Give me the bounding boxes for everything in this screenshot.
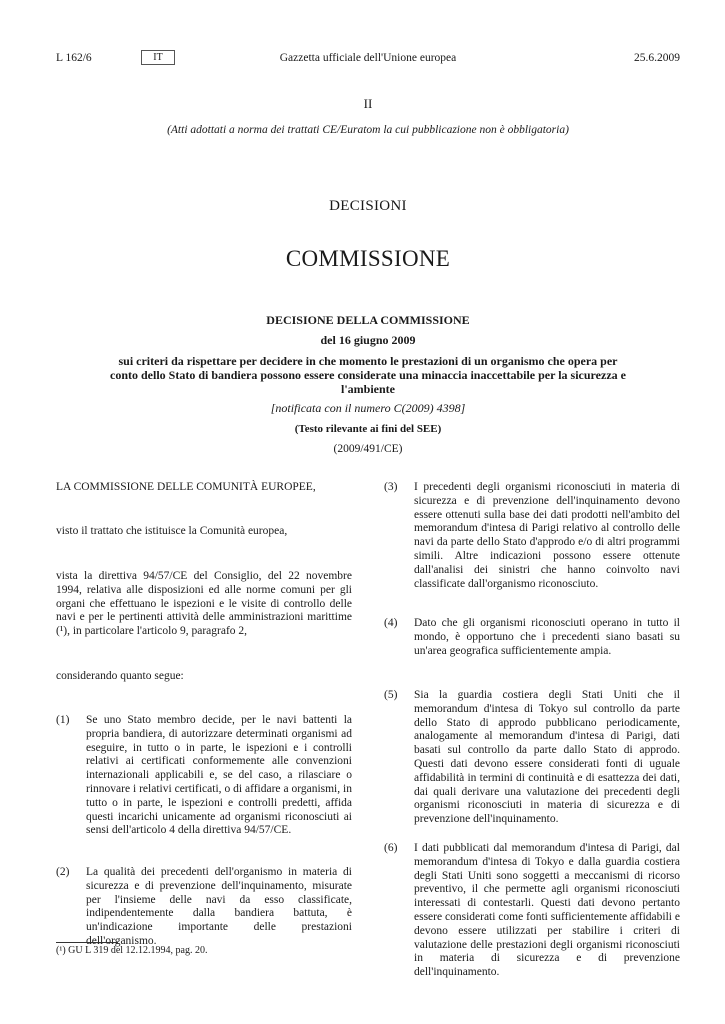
recital-text: Se uno Stato membro decide, per le navi battenti la propria bandiera, di autorizzare determinati organismi ad eseguire, in tutto o in parte, le ispezioni e i controlli relativi ai certificati conformemente alle convenzioni internazionali applicabili e, se del caso, a rilasciare o rinnovare i relativi certificati, o di affidare a organismi, in tutto o in parte, le ispezioni e controlli predetti, affida questi incarichi unicamente ad organismi riconosciuti ai sensi dell'articolo 4 della direttiva 94/57/CE. [86, 714, 352, 837]
recital-text: Dato che gli organismi riconosciuti operano in tutto il mondo, è opportuno che i precedenti siano basati su un'area geografica sufficientemente ampia. [414, 617, 680, 657]
recital-number: (4) [384, 617, 398, 629]
footnote: (¹) GU L 319 del 12.12.1994, pag. 20. [56, 945, 208, 956]
publication-date: 25.6.2009 [634, 52, 680, 64]
page-header [56, 52, 680, 68]
notification-number: [notificata con il numero C(2009) 4398] [270, 401, 466, 415]
intro-paragraph: LA COMMISSIONE DELLE COMUNITÀ EUROPEE, [56, 481, 316, 493]
footnote-separator [56, 942, 118, 943]
recital-text: La qualità dei precedenti dell'organismo in materia di sicurezza e di prevenzione dell'inquinamento, misurate per l'insieme delle navi da esso classificate, indipendentemente dalla bandiera battuta, è un'indicazione importante delle prestazioni dell'organismo. [86, 866, 352, 947]
recital-number: (2) [56, 866, 70, 878]
page-reference: L 162/6 [56, 52, 92, 64]
part-note: (Atti adottati a norma dei trattati CE/Euratom la cui pubblicazione non è obbligatoria) [167, 124, 569, 136]
recital-number: (5) [384, 689, 398, 701]
decision-subject: sui criteri da rispettare per decidere in che momento le prestazioni di un organismo che opera per conto dello Stato di bandiera possono essere considerate una minaccia inaccettabile per la sicurezza e l'ambiente [110, 354, 626, 396]
decision-date: del 16 giugno 2009 [320, 333, 416, 347]
recital-text: I dati pubblicati dal memorandum d'intesa di Parigi, dal memorandum d'intesa di Tokyo e dalla guardia costiera degli Stati Uniti sono soggetti a meccanismi di ricorso preventivo, il che permette agli organismi riconosciuti interessati di contestarli. Questi dati devono pertanto essere considerati come fonti sufficientemente affidabili e devono essere utilizzati per stabilire i criteri di valutazione delle prestazioni degli organismi riconosciuti in materia di sicurezza e di prevenzione dell'inquinamento. [414, 842, 680, 979]
language-badge: IT [141, 50, 175, 65]
eea-relevance: (Testo rilevante ai fini del SEE) [294, 423, 442, 435]
recital-number: (3) [384, 481, 398, 493]
part-number: II [363, 96, 373, 111]
recital-text: Sia la guardia costiera degli Stati Uniti che il memorandum d'intesa di Tokyo sul controllo da parte dello Stato di approdo pubblicano periodicamente, analogamente al memorandum d'intesa di Parigi, dati basati sul controllo da parte dallo Stato di approdo. Questi dati devono essere considerati fonti di uguale affidabilità in termini di continuità e di esattezza dei dati, dai quali derivare una valutazione dei precedenti degli organismi riconosciuti in materia di sicurezza e di prevenzione dell'inquinamento. [414, 689, 680, 826]
recital-text: I precedenti degli organismi riconosciuti in materia di sicurezza e di prevenzione dell'inquinamento devono essere ottenuti sulla base dei dati prodotti nell'ambito del memorandum d'intesa di Parigi relativo al controllo delle navi da parte dello Stato d'approdo e/o di altri programmi simili. Altre indicazioni possono essere ottenute dall'analisi dei sinistri che hanno coinvolto navi classificate dall'organismo riconosciuto. [414, 481, 680, 590]
decision-title: DECISIONE DELLA COMMISSIONE [266, 313, 470, 327]
recital-number: (1) [56, 714, 70, 726]
directive-paragraph: vista la direttiva 94/57/CE del Consiglio, del 22 novembre 1994, relativa alle disposizioni ed alle norme comuni per gli organi che effettuano le ispezioni e le visite di controllo delle navi e per le pertinenti attività delle amministrazioni marittime (¹), in particolare l'articolo 9, paragrafo 2, [56, 570, 352, 638]
journal-title: Gazzetta ufficiale dell'Unione europea [279, 52, 457, 64]
decision-reference: (2009/491/CE) [333, 443, 403, 455]
section-heading: DECISIONI [329, 198, 407, 214]
considering-paragraph: considerando quanto segue: [56, 670, 184, 682]
recital-number: (6) [384, 842, 398, 854]
institution-heading: COMMISSIONE [285, 246, 451, 271]
treaty-paragraph: visto il trattato che istituisce la Comunità europea, [56, 525, 288, 537]
